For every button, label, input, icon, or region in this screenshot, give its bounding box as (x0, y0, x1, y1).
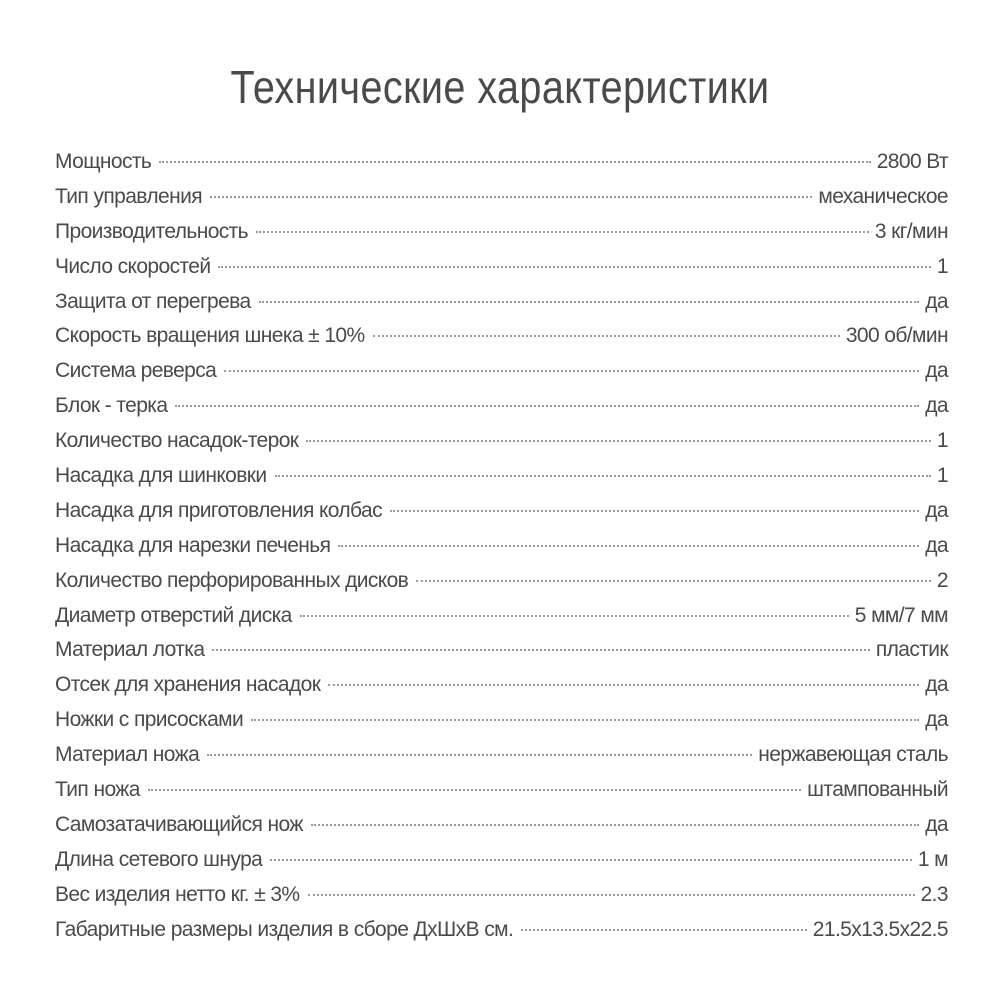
spec-value: да (925, 533, 948, 557)
spec-label: Насадка для шинковки (55, 464, 267, 488)
dot-leader (218, 266, 930, 268)
spec-label: Отсек для хранения насадок (55, 673, 321, 697)
spec-label: Блок - терка (55, 394, 168, 418)
spec-value: да (925, 359, 948, 383)
dot-leader (416, 580, 931, 582)
spec-row (55, 319, 948, 354)
spec-value: да (925, 708, 948, 732)
dot-leader (306, 440, 931, 442)
dot-leader (270, 859, 912, 861)
spec-value: 1 (936, 254, 948, 278)
specs-list (55, 145, 948, 947)
spec-row (55, 250, 948, 285)
spec-label: Материал лотка (55, 638, 205, 662)
spec-label: Вес изделия нетто кг. ± 3% (55, 882, 300, 906)
spec-value: 2800 Вт (876, 150, 948, 173)
spec-value: 300 об/мин (845, 324, 948, 348)
spec-row (55, 773, 948, 808)
spec-value: механическое (818, 184, 948, 208)
spec-label: Количество перфорированных дисков (55, 568, 409, 592)
dot-leader (251, 719, 919, 721)
spec-row (55, 180, 948, 215)
spec-value: штампованный (807, 778, 948, 802)
spec-label: Насадка для приготовления колбас (55, 498, 382, 522)
spec-label: Производительность (55, 219, 249, 243)
spec-value: 1 (936, 429, 948, 453)
spec-label: Защита от перегрева (55, 289, 251, 313)
spec-label: Материал ножа (55, 743, 200, 767)
spec-value: 2 (936, 568, 948, 592)
dot-leader (390, 510, 919, 512)
spec-value: да (925, 673, 948, 697)
spec-label: Длина сетевого шнура (55, 847, 263, 871)
spec-label: Насадка для нарезки печенья (55, 533, 331, 557)
spec-row (55, 703, 948, 738)
spec-label: Габаритные размеры изделия в сборе ДхШхВ см. (55, 917, 514, 941)
spec-label: Количество насадок-терок (55, 429, 299, 453)
dot-leader (328, 684, 919, 686)
spec-label: Самозатачивающийся нож (55, 812, 303, 836)
spec-label: Ножки с присосками (55, 708, 244, 732)
spec-label: Система реверса (55, 359, 217, 383)
spec-row (55, 808, 948, 843)
spec-value: пластик (875, 638, 948, 662)
dot-leader (311, 824, 920, 826)
page-title: Технические характеристики (230, 61, 770, 113)
spec-value: 2.3 (920, 882, 948, 906)
spec-value: да (925, 498, 948, 522)
dot-leader (148, 789, 801, 791)
spec-label: Тип управления (55, 184, 202, 208)
spec-value: да (925, 289, 948, 313)
spec-label: Число скоростей (55, 254, 211, 278)
dot-leader (159, 161, 870, 163)
dot-leader (207, 754, 752, 756)
spec-label: Скорость вращения шнека ± 10% (55, 324, 365, 348)
spec-row (55, 599, 948, 634)
spec-row (55, 843, 948, 878)
spec-row (55, 354, 948, 389)
spec-row (55, 633, 948, 668)
spec-row (55, 738, 948, 773)
spec-row (55, 389, 948, 424)
spec-row (55, 494, 948, 529)
spec-row (55, 564, 948, 599)
dot-leader (210, 196, 812, 198)
dot-leader (521, 929, 807, 931)
spec-value: да (925, 812, 948, 836)
spec-row (55, 215, 948, 250)
dot-leader (308, 894, 915, 896)
spec-label: Диаметр отверстий диска (55, 603, 292, 627)
dot-leader (300, 615, 849, 617)
spec-value: 21.5х13.5х22.5 (812, 917, 948, 941)
spec-row (55, 424, 948, 459)
spec-row (55, 878, 948, 913)
spec-row (55, 459, 948, 494)
spec-row (55, 529, 948, 564)
dot-leader (175, 405, 919, 407)
dot-leader (256, 231, 869, 233)
spec-value: 1 (936, 464, 948, 488)
spec-row (55, 668, 948, 703)
spec-label: Тип ножа (55, 778, 140, 802)
spec-value: 5 мм/7 мм (854, 603, 948, 627)
dot-leader (259, 301, 920, 303)
spec-value: нержавеющая сталь (758, 743, 948, 767)
dot-leader (338, 545, 919, 547)
spec-row (55, 285, 948, 320)
spec-value: да (925, 394, 948, 418)
dot-leader (212, 649, 869, 651)
dot-leader (373, 335, 840, 337)
spec-value: 3 кг/мин (874, 219, 948, 243)
spec-label: Мощность (55, 150, 152, 173)
spec-row (55, 913, 948, 948)
dot-leader (275, 475, 931, 477)
dot-leader (224, 370, 919, 372)
spec-row (55, 145, 948, 180)
spec-value: 1 м (917, 847, 948, 871)
